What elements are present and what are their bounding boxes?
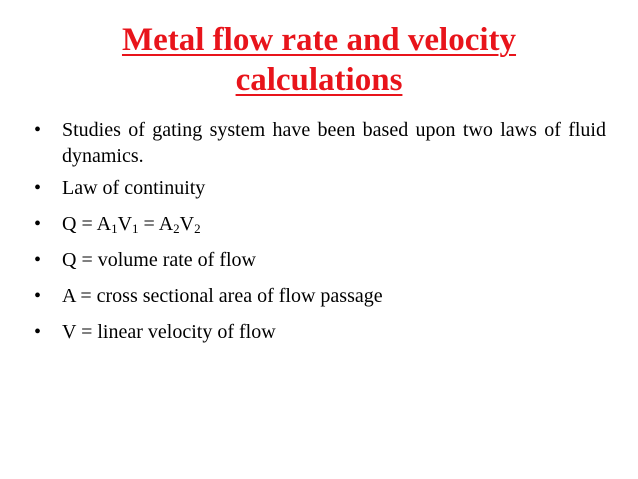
bullet-text: Studies of gating system have been based upon two laws of fluid dynamics. <box>62 119 606 167</box>
subscript: 2 <box>194 221 201 236</box>
equation <box>62 213 201 235</box>
bullet-text: A = cross sectional area of flow passage <box>62 285 383 307</box>
bullet-item-gating-studies <box>34 117 606 169</box>
equation-q-a: Q = A <box>62 213 112 235</box>
bullet-icon: • <box>34 321 42 343</box>
bullet-text: V = linear velocity of flow <box>62 321 276 343</box>
bullet-icon: • <box>34 177 42 199</box>
bullet-item-a-definition <box>34 283 606 309</box>
bullet-icon: • <box>34 213 42 235</box>
subscript: 1 <box>132 221 139 236</box>
bullet-text: Q = volume rate of flow <box>62 249 257 271</box>
bullet-item-continuity-equation <box>34 211 606 237</box>
equation-v: V <box>117 213 133 235</box>
title-line-1: Metal flow rate and velocity <box>121 22 517 58</box>
bullet-item-q-definition <box>34 247 606 273</box>
bullet-icon: • <box>34 119 42 141</box>
slide-title <box>60 20 578 100</box>
bullet-text: Law of continuity <box>62 177 206 199</box>
equation-v: V <box>179 213 195 235</box>
title-line-2: calculations <box>235 62 403 98</box>
subscript: 1 <box>111 221 118 236</box>
bullet-item-law-of-continuity <box>34 175 606 201</box>
bullet-icon: • <box>34 285 42 307</box>
subscript: 2 <box>173 221 180 236</box>
equation-eq-a: = A <box>138 213 174 235</box>
bullet-list <box>34 117 606 355</box>
bullet-item-v-definition <box>34 319 606 345</box>
bullet-icon: • <box>34 249 42 271</box>
